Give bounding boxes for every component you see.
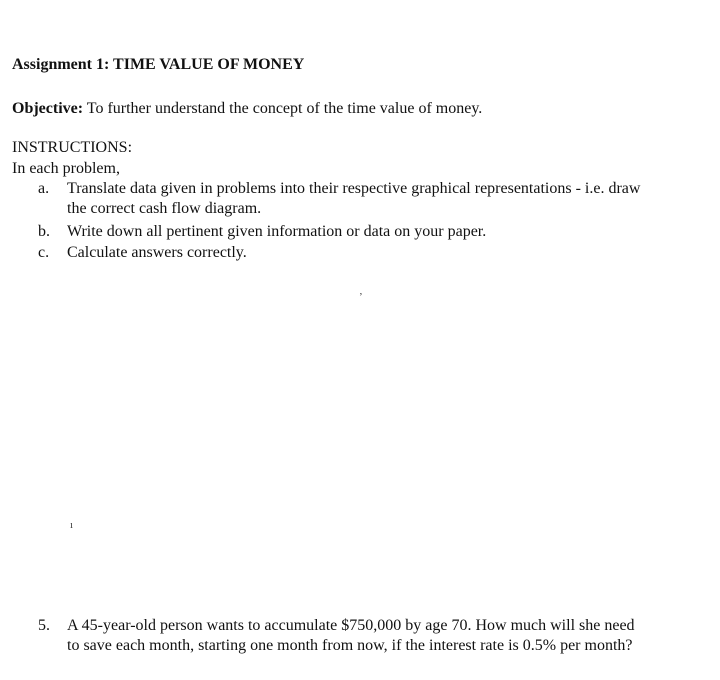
problem-text-line: A 45-year-old person wants to accumulate $750,000 by age 70. How much will she need: [67, 617, 635, 634]
stray-mark: ʼ: [359, 291, 363, 303]
objective-label: Objective:: [12, 100, 84, 117]
objective-text: To further understand the concept of the time value of money.: [83, 100, 483, 117]
objective-line: [12, 100, 482, 118]
item-marker: a.: [38, 180, 50, 197]
problem-number: 5.: [38, 617, 50, 634]
item-text: [67, 179, 640, 219]
assignment-title: Assignment 1: TIME VALUE OF MONEY: [12, 56, 305, 73]
item-marker: c.: [38, 244, 50, 261]
item-marker: b.: [38, 223, 50, 240]
item-text-line: the correct cash flow diagram.: [67, 200, 262, 217]
item-text: Calculate answers correctly.: [67, 244, 247, 261]
problem-text-line: to save each month, starting one month from now, if the interest rate is 0.5% per month?: [67, 637, 633, 654]
item-text-line: Translate data given in problems into their respective graphical representations - i.e. draw: [67, 180, 641, 197]
stray-mark: ı: [70, 519, 74, 531]
instructions-heading: INSTRUCTIONS:: [12, 139, 133, 156]
problem-text: [67, 616, 635, 656]
item-text: Write down all pertinent given information or data on your paper.: [67, 223, 487, 240]
instructions-intro: In each problem,: [12, 160, 120, 177]
